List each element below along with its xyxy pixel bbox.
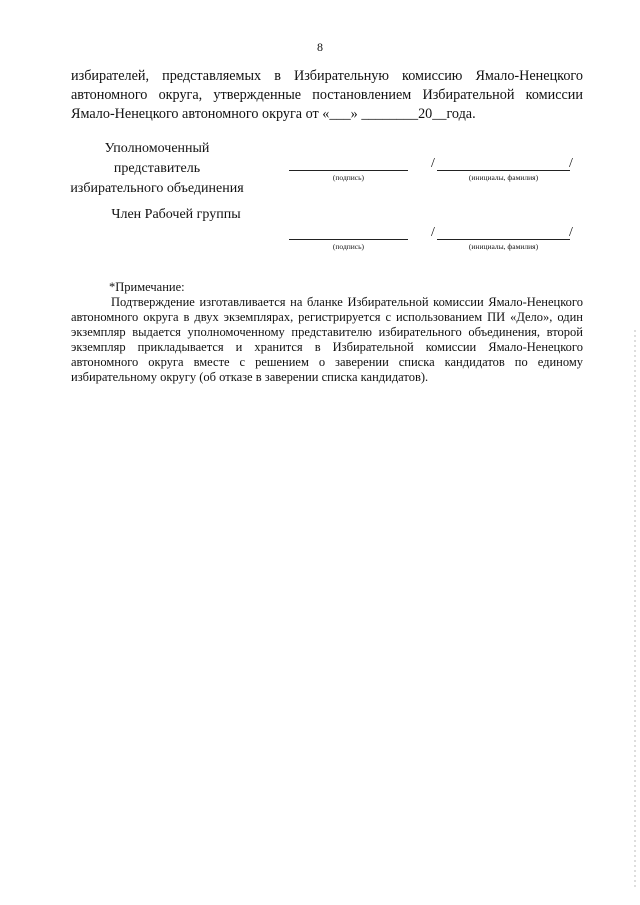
representative-label-line2: представитель: [113, 161, 201, 176]
representative-label-line1: Уполномоченный: [104, 141, 210, 156]
note-body: Подтверждение изготавливается на бланке Избирательной комиссии Ямало-Ненецкого автономного округа в двух экземплярах, регистрируется с использованием ПИ «Дело», один экземпляр выдается уполномоченному представителю избирательного объединения, второй экземпляр прикладывается и хранится в Избирательной комиссии Ямало-Ненецкого автономного округа вместе с решением о заверении списка кандидатов по единому избирательному округу (об отказе в заверении списка кандидатов).: [71, 295, 583, 384]
representative-label-line3: избирательного объединения: [70, 181, 244, 196]
member-label: Член Рабочей группы: [111, 207, 241, 222]
representative-name-line: [437, 170, 570, 171]
representative-name-caption: (инициалы, фамилия): [468, 173, 539, 182]
member-name-line: [437, 239, 570, 240]
page-number: 8: [317, 40, 323, 54]
representative-slash-open: /: [431, 156, 435, 171]
representative-signature-caption: (подпись): [332, 173, 365, 182]
member-signature-caption: (подпись): [332, 242, 365, 251]
note-title: *Примечание:: [109, 280, 185, 294]
member-signature-line: [289, 239, 408, 240]
representative-signature-line: [289, 170, 408, 171]
representative-slash-close: /: [569, 156, 573, 171]
member-slash-close: /: [569, 225, 573, 240]
intro-paragraph: избирателей, представляемых в Избирательную комиссию Ямало-Ненецкого автономного округа, утвержденные постановлением Избирательной комиссии Ямало-Ненецкого автономного округа от «___» ________20__года.: [71, 68, 583, 122]
member-slash-open: /: [431, 225, 435, 240]
member-name-caption: (инициалы, фамилия): [468, 242, 539, 251]
scan-edge-artifact: [634, 330, 636, 890]
representative-label: [62, 139, 252, 199]
